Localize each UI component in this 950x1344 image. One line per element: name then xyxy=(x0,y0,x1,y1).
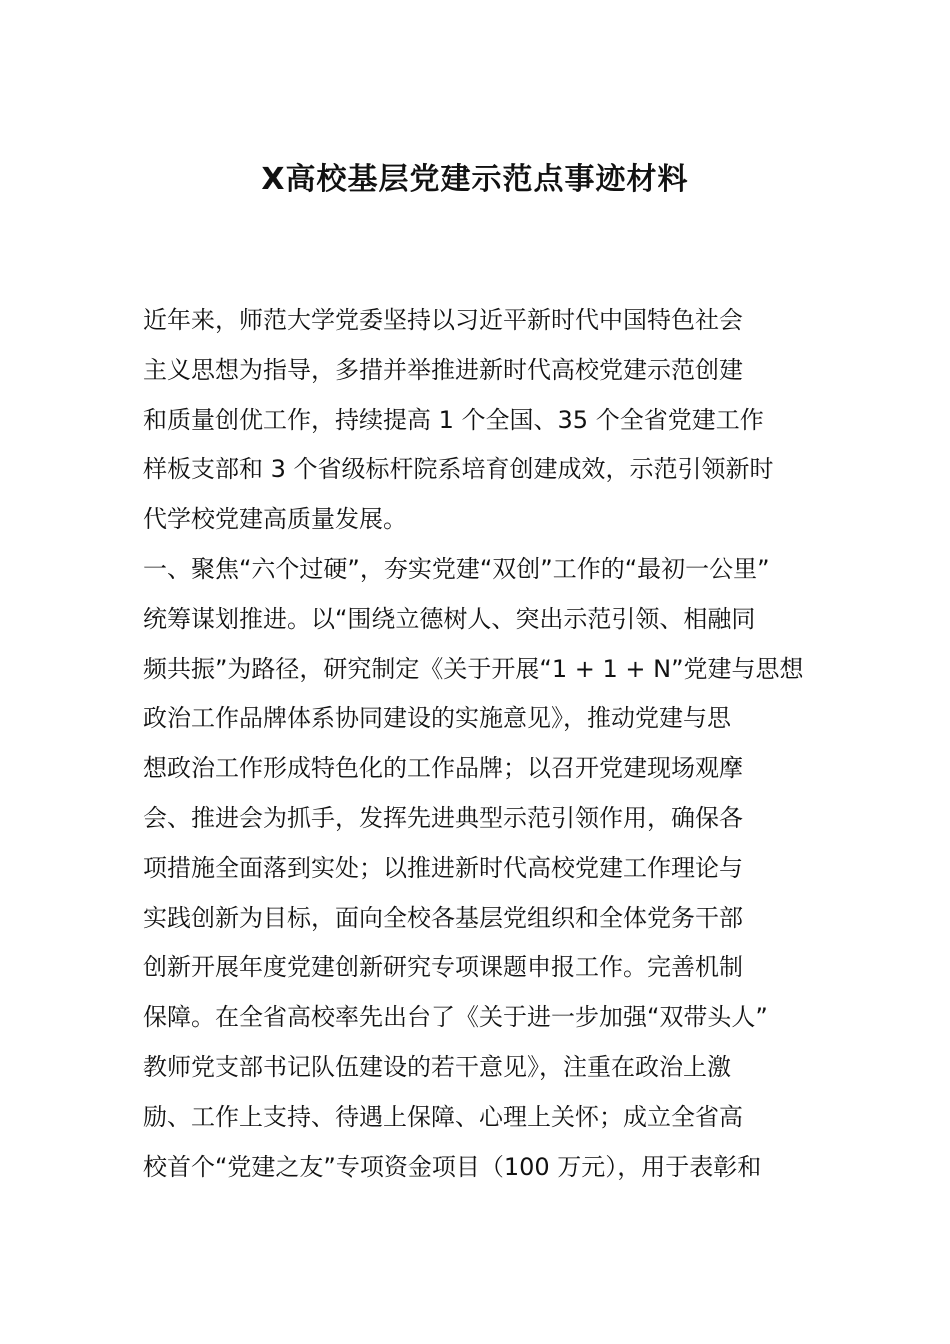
body-line: 主义思想为指导，多措并举推进新时代高校党建示范创建 xyxy=(143,355,743,384)
document-body xyxy=(143,296,807,1192)
document-title: X高校基层党建示范点事迹材料 xyxy=(261,162,689,197)
section-heading-line: 一、聚焦“六个过硬”，夯实党建“双创”工作的“最初一公里” xyxy=(143,554,770,583)
body-line: 实践创新为目标，面向全校各基层党组织和全体党务干部 xyxy=(143,903,743,932)
body-line: 近年来，师范大学党委坚持以习近平新时代中国特色社会 xyxy=(143,306,743,334)
body-line: 保障。在全省高校率先出台了《关于进一步加强“双带头人” xyxy=(143,1003,768,1032)
body-line: 教师党支部书记队伍建设的若干意见》，注重在政治上激 xyxy=(143,1052,731,1081)
body-line: 校首个“党建之友”专项资金项目（100 万元），用于表彰和 xyxy=(143,1152,762,1181)
body-line: 样板支部和 3 个省级标杆院系培育创建成效，示范引领新时 xyxy=(143,455,774,484)
body-line: 会、推进会为抓手，发挥先进典型示范引领作用，确保各 xyxy=(143,803,743,832)
body-line: 统筹谋划推进。以“围绕立德树人、突出示范引领、相融同 xyxy=(143,604,756,633)
body-line: 政治工作品牌体系协同建设的实施意见》，推动党建与思 xyxy=(143,704,731,733)
body-line: 想政治工作形成特色化的工作品牌；以召开党建现场观摩 xyxy=(143,754,743,783)
body-line: 和质量创优工作，持续提高 1 个全国、35 个全省党建工作 xyxy=(143,405,764,434)
body-line: 创新开展年度党建创新研究专项课题申报工作。完善机制 xyxy=(143,953,743,982)
body-line: 项措施全面落到实处；以推进新时代高校党建工作理论与 xyxy=(143,853,743,882)
body-line: 频共振”为路径，研究制定《关于开展“1 + 1 + N”党建与思想 xyxy=(143,654,804,683)
body-line: 代学校党建高质量发展。 xyxy=(143,505,407,534)
body-line: 励、工作上支持、待遇上保障、心理上关怀；成立全省高 xyxy=(143,1102,743,1131)
